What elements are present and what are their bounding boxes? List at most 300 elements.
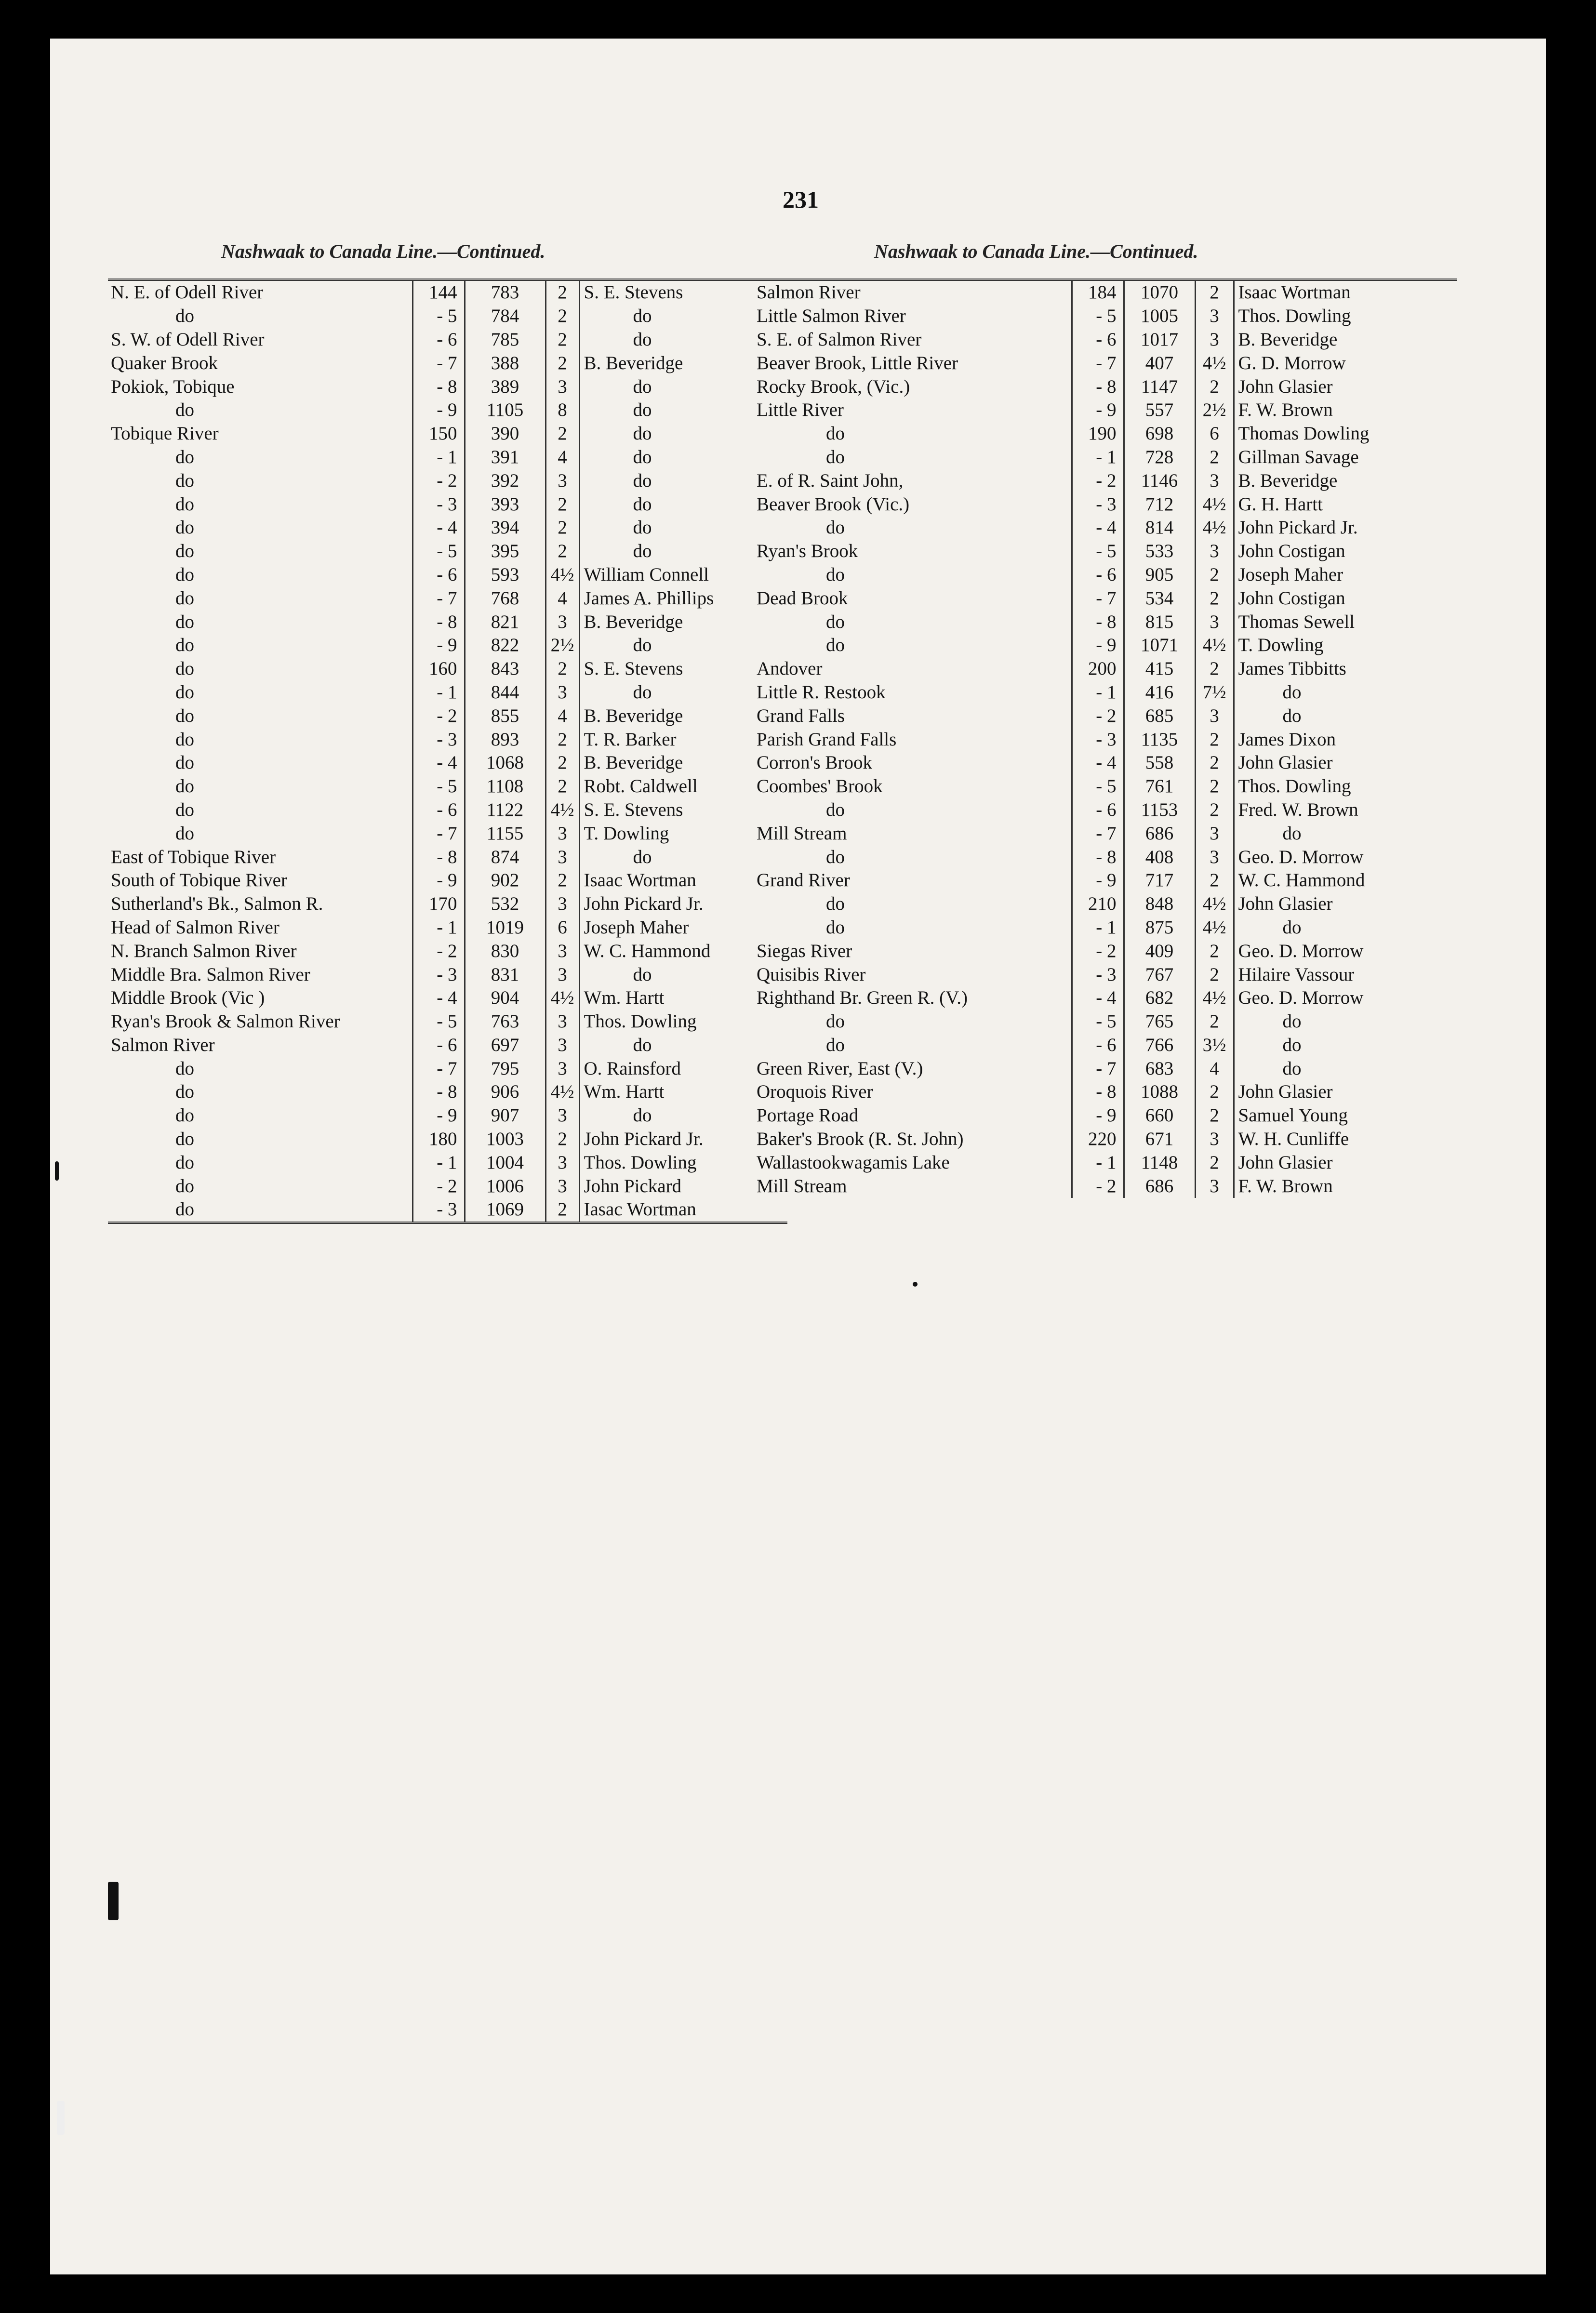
left-ledger-row (108, 798, 787, 822)
left-cell-no: - 6 (412, 563, 465, 587)
right-cell-name: John Glasier (1234, 751, 1457, 775)
right-cell-place: do (826, 635, 845, 656)
left-cell-place: do (108, 1198, 412, 1223)
left-cell-place: do (175, 470, 194, 491)
left-cell-name: do (579, 375, 787, 399)
left-cell-place: Middle Brook (Vic ) (111, 987, 265, 1009)
page-number: 231 (783, 186, 819, 213)
left-cell-no: - 9 (412, 634, 465, 657)
left-cell-no: - 8 (412, 845, 465, 869)
right-ledger-row (754, 469, 1457, 492)
right-cell-lot: 1071 (1124, 634, 1195, 657)
right-cell-lot: 407 (1124, 351, 1195, 375)
right-cell-no: - 5 (1072, 305, 1124, 328)
right-cell-name: Geo. D. Morrow (1234, 845, 1457, 869)
left-cell-no: - 7 (412, 1057, 465, 1080)
right-cell-name: do (1234, 704, 1457, 728)
right-cell-name: Thomas Dowling (1234, 422, 1457, 446)
right-cell-name: T. Dowling (1234, 634, 1457, 657)
left-cell-acres: 3 (545, 892, 579, 916)
left-cell-acres: 6 (545, 916, 579, 940)
right-cell-name: Isaac Wortman (1234, 280, 1457, 305)
right-cell-place: Quisibis River (757, 964, 866, 985)
right-cell-name: John Glasier (1234, 892, 1457, 916)
right-ledger-row (754, 939, 1457, 963)
left-cell-place: Salmon River (111, 1034, 215, 1055)
right-cell-acres: 2 (1195, 728, 1234, 751)
left-cell-name: Isaac Wortman (579, 869, 787, 892)
left-cell-lot: 893 (465, 728, 545, 751)
left-cell-no: - 4 (412, 986, 465, 1010)
left-cell-lot: 906 (465, 1080, 545, 1104)
right-cell-acres: 2 (1195, 1010, 1234, 1034)
left-cell-lot: 390 (465, 422, 545, 446)
left-cell-no: - 3 (412, 1198, 465, 1223)
right-ledger-row (754, 1080, 1457, 1104)
left-cell-lot: 830 (465, 939, 545, 963)
left-cell-name: do (579, 963, 787, 986)
right-cell-name: do (1234, 1057, 1457, 1080)
right-cell-lot: 765 (1124, 1010, 1195, 1034)
right-ledger-row (754, 516, 1457, 540)
left-cell-acres: 2 (545, 422, 579, 446)
left-cell-no: - 4 (412, 751, 465, 775)
left-cell-name: Thos. Dowling (579, 1151, 787, 1174)
left-cell-name: do (579, 1034, 787, 1057)
right-cell-no: - 2 (1072, 939, 1124, 963)
right-cell-place: Siegas River (757, 940, 852, 961)
right-cell-lot: 814 (1124, 516, 1195, 540)
right-cell-name: F. W. Brown (1234, 399, 1457, 422)
left-ledger-row (108, 704, 787, 728)
right-cell-name: B. Beveridge (1234, 469, 1457, 492)
right-ledger-row (754, 869, 1457, 892)
left-cell-acres: 4 (545, 586, 579, 610)
left-cell-acres: 3 (545, 939, 579, 963)
document-page (50, 39, 1546, 2274)
left-cell-no: - 1 (412, 681, 465, 705)
left-cell-lot: 1108 (465, 775, 545, 798)
left-ledger-row (108, 469, 787, 492)
right-ledger-row (754, 775, 1457, 798)
right-ledger-row (754, 1104, 1457, 1128)
right-cell-place: Little River (757, 399, 844, 421)
left-cell-acres: 3 (545, 1151, 579, 1174)
left-cell-name: John Pickard (579, 1174, 787, 1198)
left-cell-no: - 5 (412, 305, 465, 328)
right-cell-place: Ryan's Brook (757, 541, 858, 562)
left-cell-acres: 3 (545, 1174, 579, 1198)
left-cell-lot: 907 (465, 1104, 545, 1128)
left-cell-place: Pokiok, Tobique (111, 376, 235, 397)
right-cell-no: - 3 (1072, 963, 1124, 986)
left-cell-lot: 768 (465, 586, 545, 610)
left-cell-place: do (175, 1105, 194, 1126)
left-ledger-row (108, 422, 787, 446)
right-ledger-row (754, 798, 1457, 822)
ink-dot (913, 1282, 918, 1287)
right-cell-place: Corron's Brook (757, 752, 872, 773)
left-cell-no: - 4 (412, 516, 465, 540)
right-cell-place: Righthand Br. Green R. (V.) (757, 987, 968, 1009)
right-cell-acres: 3 (1195, 610, 1234, 634)
right-cell-place: E. of R. Saint John, (757, 470, 904, 491)
right-cell-name: W. C. Hammond (1234, 869, 1457, 892)
right-cell-acres: 4½ (1195, 492, 1234, 516)
left-ledger-row (108, 351, 787, 375)
left-cell-lot: 784 (465, 305, 545, 328)
left-cell-name: do (579, 328, 787, 352)
right-cell-lot: 416 (1124, 681, 1195, 705)
right-cell-acres: 2 (1195, 798, 1234, 822)
right-ledger-row (754, 375, 1457, 399)
left-cell-no: - 6 (412, 328, 465, 352)
left-cell-no: - 9 (412, 1104, 465, 1128)
right-cell-lot: 1088 (1124, 1080, 1195, 1104)
left-cell-no: - 5 (412, 540, 465, 563)
right-cell-lot: 848 (1124, 892, 1195, 916)
left-cell-acres: 2 (545, 657, 579, 681)
left-cell-no: 170 (412, 892, 465, 916)
left-cell-acres: 2½ (545, 634, 579, 657)
left-cell-place: do (175, 705, 194, 726)
right-cell-no: - 6 (1072, 1034, 1124, 1057)
left-cell-place: do (175, 658, 194, 679)
left-cell-lot: 844 (465, 681, 545, 705)
left-cell-name: John Pickard Jr. (579, 892, 787, 916)
right-cell-name: W. H. Cunliffe (1234, 1128, 1457, 1151)
right-ledger-row (754, 540, 1457, 563)
right-cell-no: - 1 (1072, 1151, 1124, 1174)
left-ledger-row (108, 540, 787, 563)
right-ledger-row (754, 751, 1457, 775)
right-cell-acres: 2 (1195, 563, 1234, 587)
left-cell-acres: 3 (545, 375, 579, 399)
right-cell-acres: 2 (1195, 751, 1234, 775)
left-cell-no: - 3 (412, 963, 465, 986)
right-cell-acres: 2 (1195, 869, 1234, 892)
right-cell-no: - 2 (1072, 469, 1124, 492)
left-ledger-row (108, 845, 787, 869)
left-cell-no: - 3 (412, 492, 465, 516)
left-cell-lot: 783 (465, 280, 545, 305)
right-cell-acres: 6 (1195, 422, 1234, 446)
left-cell-lot: 392 (465, 469, 545, 492)
left-cell-name: do (579, 681, 787, 705)
left-cell-lot: 1068 (465, 751, 545, 775)
left-cell-place: South of Tobique River (111, 870, 287, 891)
left-cell-name: S. E. Stevens (579, 798, 787, 822)
right-ledger-row (754, 1174, 1457, 1198)
right-cell-place: Baker's Brook (R. St. John) (757, 1129, 964, 1150)
left-cell-place: N. E. of Odell River (108, 280, 412, 305)
right-cell-acres: 3 (1195, 469, 1234, 492)
left-cell-place: do (175, 306, 194, 327)
right-cell-name: John Costigan (1234, 586, 1457, 610)
right-cell-lot: 766 (1124, 1034, 1195, 1057)
right-cell-acres: 4½ (1195, 986, 1234, 1010)
left-cell-lot: 795 (465, 1057, 545, 1080)
left-ledger-row (108, 869, 787, 892)
left-cell-acres: 2 (545, 492, 579, 516)
right-cell-lot: 683 (1124, 1057, 1195, 1080)
left-ledger-row (108, 1174, 787, 1198)
left-cell-acres: 3 (545, 1057, 579, 1080)
right-cell-no: - 5 (1072, 540, 1124, 563)
right-ledger-row (754, 704, 1457, 728)
right-ledger-row (754, 728, 1457, 751)
left-ledger-row (108, 1128, 787, 1151)
right-cell-place: Beaver Brook (Vic.) (757, 493, 910, 515)
left-cell-place: do (175, 1058, 194, 1079)
right-cell-acres: 2 (1195, 939, 1234, 963)
right-cell-name: Geo. D. Morrow (1234, 986, 1457, 1010)
left-cell-name: T. Dowling (579, 822, 787, 845)
left-cell-no: - 6 (412, 1034, 465, 1057)
right-cell-no: 184 (1072, 280, 1124, 305)
right-cell-name: Thomas Sewell (1234, 610, 1457, 634)
left-cell-acres: 2 (545, 869, 579, 892)
left-cell-no: - 9 (412, 399, 465, 422)
left-cell-place: do (175, 1081, 194, 1103)
left-cell-place: do (175, 611, 194, 632)
right-cell-no: - 4 (1072, 516, 1124, 540)
right-cell-lot: 767 (1124, 963, 1195, 986)
right-ledger-row (754, 1057, 1457, 1080)
left-cell-name: do (579, 492, 787, 516)
right-cell-no: - 2 (1072, 704, 1124, 728)
right-cell-no: 190 (1072, 422, 1124, 446)
right-cell-no: - 7 (1072, 586, 1124, 610)
ink-blot (55, 1161, 59, 1181)
left-cell-name: do (579, 422, 787, 446)
left-cell-place: Quaker Brook (111, 352, 218, 373)
right-ledger-row (754, 492, 1457, 516)
left-cell-name: T. R. Barker (579, 728, 787, 751)
right-cell-no: - 4 (1072, 751, 1124, 775)
left-ledger-row (108, 822, 787, 845)
left-cell-lot: 1069 (465, 1198, 545, 1223)
left-cell-place: do (175, 1152, 194, 1173)
left-cell-acres: 4½ (545, 798, 579, 822)
left-cell-name: B. Beveridge (579, 351, 787, 375)
left-cell-place: do (175, 729, 194, 750)
left-cell-place: Middle Bra. Salmon River (111, 964, 310, 985)
right-cell-no: - 5 (1072, 775, 1124, 798)
right-cell-name: John Pickard Jr. (1234, 516, 1457, 540)
right-cell-no: - 9 (1072, 399, 1124, 422)
left-cell-no: - 6 (412, 798, 465, 822)
left-ledger-row (108, 751, 787, 775)
right-cell-name: Thos. Dowling (1234, 775, 1457, 798)
left-cell-acres: 3 (545, 1104, 579, 1128)
left-cell-no: 180 (412, 1128, 465, 1151)
left-ledger-row (108, 916, 787, 940)
left-cell-place: do (175, 493, 194, 515)
right-ledger-row (754, 305, 1457, 328)
left-cell-no: - 2 (412, 1174, 465, 1198)
right-cell-name: B. Beveridge (1234, 328, 1457, 352)
left-cell-no: - 8 (412, 375, 465, 399)
left-ledger-row (108, 446, 787, 469)
right-ledger-row (754, 399, 1457, 422)
left-cell-lot: 1006 (465, 1174, 545, 1198)
left-cell-place: East of Tobique River (111, 846, 276, 867)
right-cell-no: - 8 (1072, 610, 1124, 634)
left-column-heading: Nashwaak to Canada Line.—Continued. (221, 240, 545, 262)
right-cell-lot: 1148 (1124, 1151, 1195, 1174)
left-cell-name: Wm. Hartt (579, 1080, 787, 1104)
right-cell-lot: 905 (1124, 563, 1195, 587)
left-ledger-row (108, 1151, 787, 1174)
right-cell-lot: 717 (1124, 869, 1195, 892)
left-cell-no: - 9 (412, 869, 465, 892)
left-cell-name: do (579, 516, 787, 540)
right-cell-acres: 4½ (1195, 916, 1234, 940)
left-cell-no: - 5 (412, 775, 465, 798)
left-ledger-row (108, 1104, 787, 1128)
right-cell-acres: 2 (1195, 586, 1234, 610)
right-cell-place: Beaver Brook, Little River (757, 352, 958, 373)
left-cell-name: W. C. Hammond (579, 939, 787, 963)
left-cell-place: N. Branch Salmon River (111, 940, 297, 961)
right-cell-name: G. H. Hartt (1234, 492, 1457, 516)
left-cell-place: do (175, 823, 194, 844)
left-cell-no: 144 (412, 280, 465, 305)
right-cell-no: - 9 (1072, 1104, 1124, 1128)
left-cell-name: B. Beveridge (579, 610, 787, 634)
right-cell-lot: 875 (1124, 916, 1195, 940)
right-cell-acres: 2 (1195, 657, 1234, 681)
left-ledger-row (108, 986, 787, 1010)
right-cell-place: S. E. of Salmon River (757, 329, 922, 350)
right-cell-acres: 2½ (1195, 399, 1234, 422)
right-cell-lot: 533 (1124, 540, 1195, 563)
right-cell-acres: 2 (1195, 1151, 1234, 1174)
left-cell-acres: 3 (545, 610, 579, 634)
right-cell-lot: 1135 (1124, 728, 1195, 751)
left-cell-name: B. Beveridge (579, 704, 787, 728)
left-cell-acres: 3 (545, 845, 579, 869)
right-cell-no: 220 (1072, 1128, 1124, 1151)
right-cell-no: - 1 (1072, 446, 1124, 469)
right-cell-acres: 2 (1195, 446, 1234, 469)
right-cell-no: - 2 (1072, 1174, 1124, 1198)
left-cell-name: do (579, 469, 787, 492)
left-cell-place: do (175, 541, 194, 562)
left-cell-name: do (579, 305, 787, 328)
right-cell-lot: 686 (1124, 822, 1195, 845)
left-cell-acres: 2 (545, 328, 579, 352)
left-cell-no: - 3 (412, 728, 465, 751)
right-cell-acres: 4½ (1195, 516, 1234, 540)
right-ledger-row (754, 822, 1457, 845)
right-cell-name: do (1234, 822, 1457, 845)
left-cell-name: William Connell (579, 563, 787, 587)
left-cell-place: do (175, 752, 194, 773)
left-cell-acres: 2 (545, 1198, 579, 1223)
right-ledger-row (754, 1151, 1457, 1174)
left-ledger-row (108, 305, 787, 328)
left-cell-acres: 4 (545, 446, 579, 469)
right-cell-acres: 3 (1195, 704, 1234, 728)
right-cell-lot: 557 (1124, 399, 1195, 422)
right-cell-acres: 3 (1195, 1174, 1234, 1198)
left-cell-name: John Pickard Jr. (579, 1128, 787, 1151)
right-cell-acres: 2 (1195, 1104, 1234, 1128)
right-cell-place: do (826, 893, 845, 915)
right-cell-no: - 9 (1072, 869, 1124, 892)
left-cell-lot: 902 (465, 869, 545, 892)
right-cell-place: do (826, 1011, 845, 1032)
left-cell-acres: 3 (545, 1010, 579, 1034)
left-cell-no: - 2 (412, 469, 465, 492)
right-cell-place: Grand Falls (757, 705, 845, 726)
right-cell-place: Parish Grand Falls (757, 729, 897, 750)
right-cell-place: Green River, East (V.) (757, 1058, 923, 1079)
right-cell-acres: 3 (1195, 540, 1234, 563)
left-cell-name: Wm. Hartt (579, 986, 787, 1010)
left-cell-acres: 4 (545, 704, 579, 728)
right-cell-no: - 6 (1072, 328, 1124, 352)
right-cell-lot: 660 (1124, 1104, 1195, 1128)
left-cell-lot: 389 (465, 375, 545, 399)
right-cell-name: John Glasier (1234, 1080, 1457, 1104)
right-ledger-row (754, 657, 1457, 681)
left-cell-acres: 2 (545, 775, 579, 798)
left-cell-name: B. Beveridge (579, 751, 787, 775)
left-cell-place: do (175, 446, 194, 467)
right-cell-no: - 9 (1072, 634, 1124, 657)
left-cell-lot: 855 (465, 704, 545, 728)
right-cell-place: Mill Stream (757, 823, 847, 844)
left-cell-name: S. E. Stevens (579, 657, 787, 681)
left-cell-place: S. W. of Odell River (111, 329, 265, 350)
left-cell-acres: 3 (545, 822, 579, 845)
left-ledger-row (108, 1034, 787, 1057)
right-ledger-row (754, 280, 1457, 305)
left-cell-place: do (175, 681, 194, 703)
left-cell-acres: 2 (545, 280, 579, 305)
right-cell-acres: 3 (1195, 1128, 1234, 1151)
right-cell-place: do (826, 846, 845, 867)
left-cell-name: Robt. Caldwell (579, 775, 787, 798)
right-cell-name: Geo. D. Morrow (1234, 939, 1457, 963)
right-cell-lot: 409 (1124, 939, 1195, 963)
right-cell-name: do (1234, 681, 1457, 705)
right-cell-place: Mill Stream (757, 1175, 847, 1196)
left-cell-lot: 763 (465, 1010, 545, 1034)
left-cell-no: - 2 (412, 939, 465, 963)
right-cell-no: - 3 (1072, 728, 1124, 751)
left-ledger-row (108, 963, 787, 986)
left-cell-name: Iasac Wortman (579, 1198, 787, 1223)
left-cell-place: do (175, 1129, 194, 1150)
left-cell-no: - 1 (412, 446, 465, 469)
right-ledger-row (754, 963, 1457, 986)
right-ledger-row (754, 916, 1457, 940)
right-cell-lot: 534 (1124, 586, 1195, 610)
right-cell-place: Portage Road (757, 1105, 859, 1126)
right-cell-lot: 685 (1124, 704, 1195, 728)
left-cell-place: Sutherland's Bk., Salmon R. (111, 893, 323, 915)
right-cell-place: Little R. Restook (757, 681, 886, 703)
left-cell-lot: 593 (465, 563, 545, 587)
right-cell-place: Salmon River (754, 280, 1072, 305)
right-cell-name: do (1234, 916, 1457, 940)
left-ledger-row (108, 1198, 787, 1223)
left-cell-place: do (175, 564, 194, 585)
